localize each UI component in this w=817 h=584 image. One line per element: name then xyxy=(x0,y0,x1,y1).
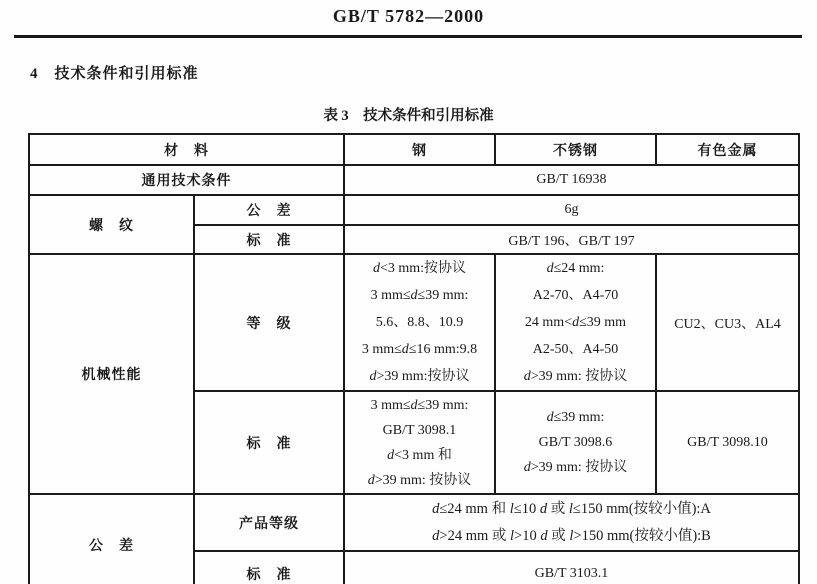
text-line: d>39 mm: 按协议 xyxy=(523,460,628,475)
text-line: GB/T 3098.1 xyxy=(382,422,457,438)
text-line: A2-70、A4-70 xyxy=(532,288,619,303)
text-line: GB/T 3098.6 xyxy=(538,435,613,450)
mechanical-standard-nonferrous-cell: GB/T 3098.10 xyxy=(656,391,799,494)
mechanical-grade-label: 等 级 xyxy=(194,254,344,391)
text-line: d≤39 mm: xyxy=(546,410,605,425)
mechanical-standard-stainless-cell xyxy=(495,391,656,494)
mechanical-standard-steel-cell xyxy=(344,391,495,494)
thread-label: 螺 纹 xyxy=(29,195,194,254)
row-thread-tolerance xyxy=(29,195,799,225)
text-line: d>24 mm 或 l>10 d 或 l>150 mm(按较小值):B xyxy=(432,527,711,544)
text-line: 3 mm≤d≤16 mm:9.8 xyxy=(361,342,478,357)
text-line: 3 mm≤d≤39 mm: xyxy=(370,397,469,413)
text-line: d≤24 mm 和 l≤10 d 或 l≤150 mm(按较小值):A xyxy=(432,500,711,517)
text-line: d>39 mm: 按协议 xyxy=(523,369,628,384)
text-line: A2-50、A4-50 xyxy=(532,342,619,357)
text-line: d≤24 mm: xyxy=(546,261,605,276)
text-line: d<3 mm:按协议 xyxy=(372,261,467,276)
row-general-requirements xyxy=(29,165,799,195)
tolerance-grade-label: 产品等级 xyxy=(194,494,344,551)
text-line: 24 mm<d≤39 mm xyxy=(524,315,627,330)
mechanical-standard-label: 标 准 xyxy=(194,391,344,494)
header-rule xyxy=(14,35,802,38)
general-label: 通用技术条件 xyxy=(29,165,344,195)
standards-table xyxy=(28,133,800,584)
general-value: GB/T 16938 xyxy=(344,165,799,195)
mechanical-grade-nonferrous-cell: CU2、CU3、AL4 xyxy=(656,254,799,391)
section-heading: 4 技术条件和引用标准 xyxy=(30,66,199,82)
th-nonferrous: 有色金属 xyxy=(656,134,799,165)
text-line: 5.6、8.8、10.9 xyxy=(375,315,464,330)
tolerance-grade-cell xyxy=(344,494,799,551)
text-line: 3 mm≤d≤39 mm: xyxy=(370,288,469,303)
text-line: d<3 mm 和 xyxy=(387,447,452,463)
tolerance-standard-value: GB/T 3103.1 xyxy=(344,551,799,584)
mechanical-grade-steel-cell xyxy=(344,254,495,391)
text-line: d>39 mm:按协议 xyxy=(369,369,470,384)
thread-tolerance-value: 6g xyxy=(344,195,799,225)
tolerance-standard-label: 标 准 xyxy=(194,551,344,584)
mechanical-label: 机械性能 xyxy=(29,254,194,494)
mechanical-grade-stainless-cell xyxy=(495,254,656,391)
th-stainless: 不锈钢 xyxy=(495,134,656,165)
th-material: 材 料 xyxy=(29,134,344,165)
th-steel: 钢 xyxy=(344,134,495,165)
table-header-row xyxy=(29,134,799,165)
table-caption: 表 3 技术条件和引用标准 xyxy=(323,108,494,124)
row-tolerance-product-grade xyxy=(29,494,799,551)
thread-tolerance-label: 公 差 xyxy=(194,195,344,225)
thread-standard-label: 标 准 xyxy=(194,225,344,254)
tolerance-label: 公 差 xyxy=(29,494,194,584)
row-mechanical-grade xyxy=(29,254,799,391)
text-line: d>39 mm: 按协议 xyxy=(367,472,472,488)
doc-code: GB/T 5782—2000 xyxy=(332,6,485,26)
thread-standard-value: GB/T 196、GB/T 197 xyxy=(344,225,799,254)
